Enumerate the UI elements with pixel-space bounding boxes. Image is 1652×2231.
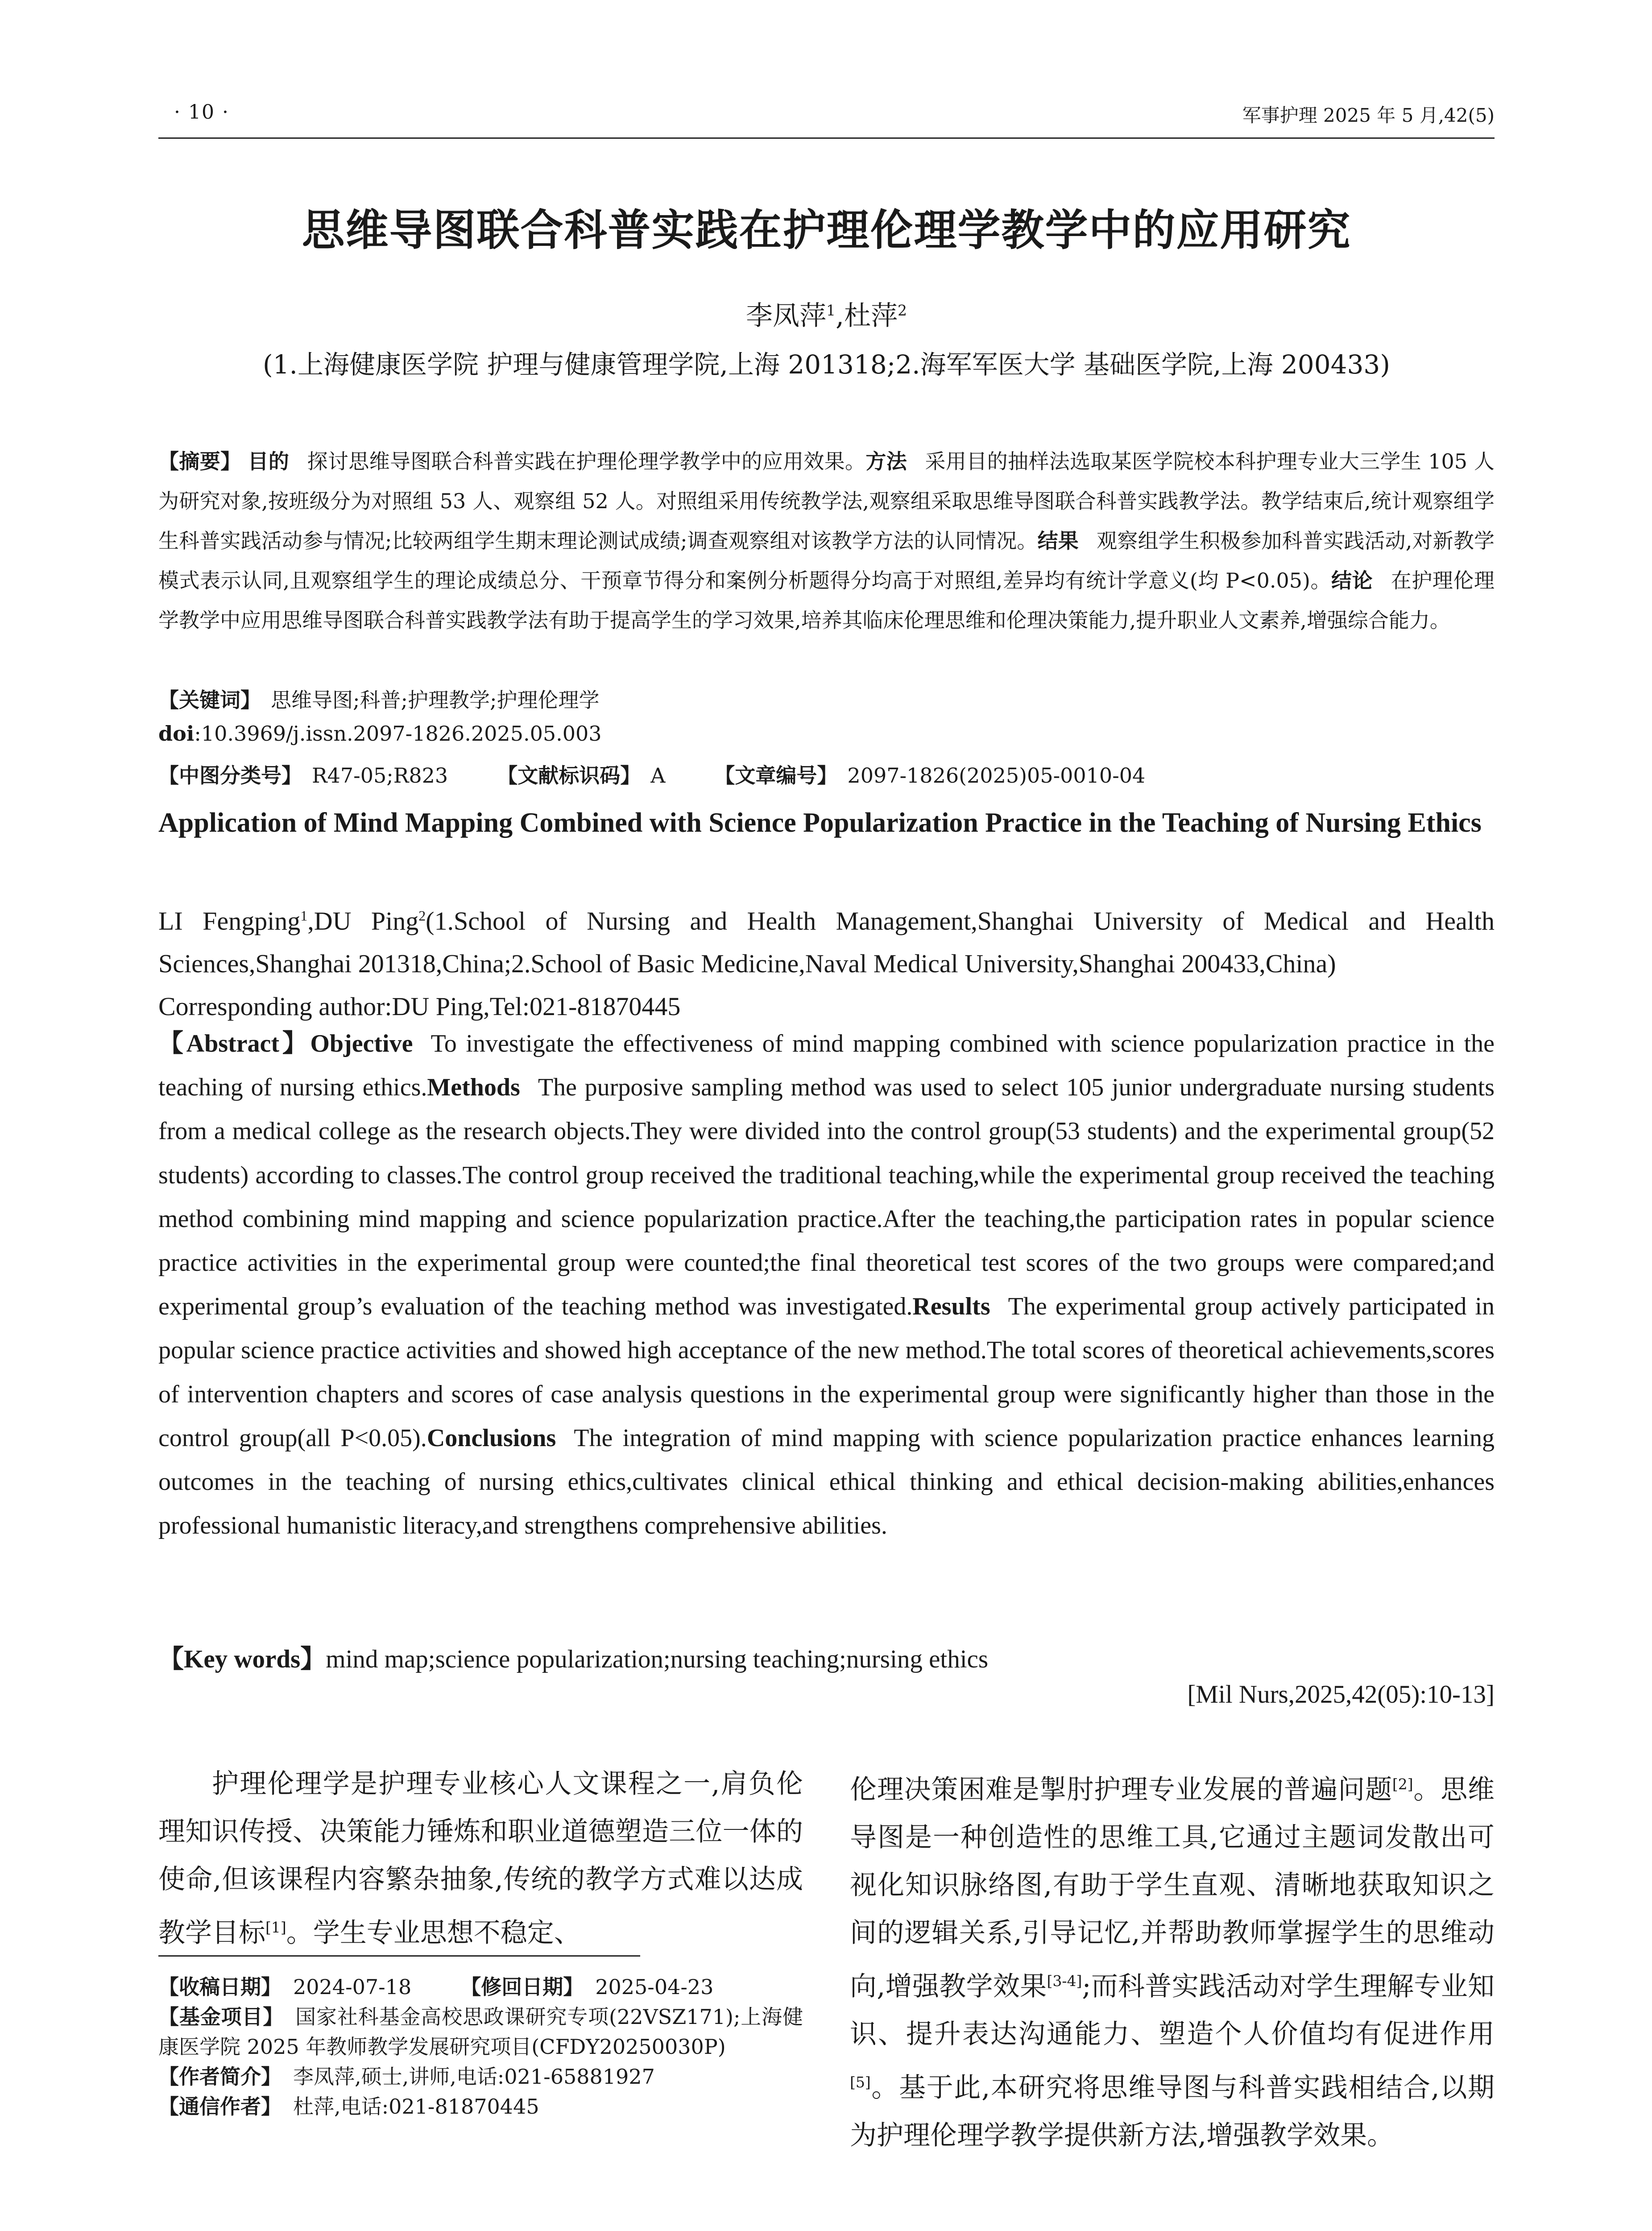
author-separator-en: , xyxy=(307,906,314,936)
revised-date: 2025-04-23 xyxy=(595,1975,714,1999)
results-label-cn: 结果 xyxy=(1037,529,1079,553)
abstract-en-label: 【Abstract】 xyxy=(158,1030,311,1057)
objective-text-cn: 探讨思维导图联合科普实践在护理伦理学教学中的应用效果。 xyxy=(307,449,866,473)
authors-cn xyxy=(158,294,1495,333)
author-2-affil-mark-en: 2 xyxy=(418,908,426,924)
author-bio-text: 李凤萍,硕士,讲师,电话:021-65881927 xyxy=(293,2065,655,2089)
intro-right-part-2: 。思维导图是一种创造性的思维工具,它通过主题词发散出可视化知识脉络图,有助于学生直观、清晰地获取知识之间的逻辑关系,引导记忆,并帮助教师掌握学生的思维动向,增强教学效果 xyxy=(850,1774,1495,2002)
objective-text-en: To investigate the effectiveness of mind mapping combined with science popularization practice in the teaching of nursing ethics. xyxy=(158,1030,1495,1102)
header-rule xyxy=(158,137,1495,139)
clc-label: 【中图分类号】 xyxy=(158,763,302,788)
intro-right-part-1: 伦理决策困难是掣肘护理专业发展的普遍问题 xyxy=(850,1774,1392,1805)
methods-text-en: The purposive sampling method was used to select 105 junior undergraduate nursing students from a medical college as the research objects.They were divided into the control group(53 students) and the experimental group(52 students) according to classes.The control group received the traditional teaching,while the experimental group received the teaching method combining mind mapping and science popularization practice.After the teaching,the participation rates in popular science practice activities in the experimental group were counted;the final theoretical test scores of the two groups were compared;and experimental group’s evaluation of the teaching method was investigated. xyxy=(158,1074,1495,1321)
conclusions-label-en: Conclusions xyxy=(426,1424,556,1452)
keywords-cn-value: 思维导图;科普;护理教学;护理伦理学 xyxy=(271,688,600,712)
intro-text-left-tail: 。学生专业思想不稳定、 xyxy=(286,1917,581,1949)
body-column-left xyxy=(158,1760,803,1957)
doi-line xyxy=(158,722,1495,746)
intro-right-part-3: ;而科普实践活动对学生理解专业知识、提升表达沟通能力、塑造个人价值均有促进作用 xyxy=(850,1971,1495,2050)
doi-label: doi xyxy=(158,722,195,746)
author-2-affil-mark: 2 xyxy=(898,302,907,319)
received-label: 【收稿日期】 xyxy=(158,1975,282,1999)
keywords-en xyxy=(158,1638,1495,1675)
reference-mark-1: [1] xyxy=(265,1919,286,1936)
author-separator: , xyxy=(835,300,845,332)
conclusions-text-en: The integration of mind mapping with science popularization practice enhances learning outcomes in the teaching of nursing ethics,cultivates clinical ethical thinking and ethical decision-making abilities,enhances professional humanistic literacy,and strengthens comprehensive abilities. xyxy=(158,1424,1495,1540)
conclusion-label-cn: 结论 xyxy=(1331,568,1373,593)
article-title-en: Application of Mind Mapping Combined with Science Popularization Practice in the Teaching of Nursing Ethics xyxy=(158,808,1482,838)
intro-paragraph-right xyxy=(850,1760,1495,2160)
affiliation-en: (1.School of Nursing and Health Management,Shanghai University of Medical and Health Sciences,Shanghai 201318,China;2.School of Basic Medicine,Naval Medical University,Shanghai 200433,China) xyxy=(158,906,1495,979)
results-text-cn: 观察组学生积极参加科普实践活动,对新教学模式表示认同,且观察组学生的理论成绩总分、干预章节得分和案例分析题得分均高于对照组,差异均有统计学意义(均 P<0.05)。 xyxy=(158,529,1495,593)
reference-mark-5: [5] xyxy=(850,2073,871,2091)
doc-code-label: 【文献标识码】 xyxy=(497,763,641,788)
results-label-en: Results xyxy=(912,1293,990,1321)
doi-value: :10.3969/j.issn.2097-1826.2025.05.003 xyxy=(194,722,602,746)
abstract-en xyxy=(158,1022,1495,1547)
footnote-dates xyxy=(158,1972,803,2002)
abstract-cn-label: 【摘要】 xyxy=(158,449,241,473)
intro-text-left: 护理伦理学是护理专业核心人文课程之一,肩负伦理知识传授、决策能力锤炼和职业道德塑造三位一体的使命,但该课程内容繁杂抽象,传统的教学方式难以达成教学目标 xyxy=(158,1768,803,1949)
footnote-author xyxy=(158,2062,803,2092)
methods-label-en: Methods xyxy=(427,1074,520,1102)
author-1-name-en: LI Fengping xyxy=(158,906,301,936)
results-text-en: The experimental group actively participated in popular science practice activities and showed high acceptance of the new method.The total scores of theoretical achievements,scores of intervention chapters and scores of case analysis questions in the experimental group were significantly higher than those in the control group(all P<0.05). xyxy=(158,1293,1495,1452)
objective-label-en: Objective xyxy=(310,1030,413,1057)
article-number-label: 【文章编号】 xyxy=(714,763,838,788)
running-header xyxy=(158,95,1495,131)
footnotes xyxy=(158,1972,803,2122)
corresponding-author-en: Corresponding author:DU Ping,Tel:021-81870445 xyxy=(158,992,681,1021)
keywords-cn xyxy=(158,684,1495,713)
author-2-name-en: DU Ping xyxy=(314,906,419,936)
footnote-corresponding xyxy=(158,2092,803,2122)
corresponding-text: 杜萍,电话:021-81870445 xyxy=(293,2094,539,2119)
fund-text: 国家社科基金高校思政课研究专项(22VSZ171);上海健康医学院 2025 年教师教学发展研究项目(CFDY20250030P) xyxy=(158,2005,803,2059)
intro-paragraph-left xyxy=(158,1760,803,1957)
keywords-en-value: mind map;science popularization;nursing teaching;nursing ethics xyxy=(326,1645,989,1673)
author-1-affil-mark-en: 1 xyxy=(300,908,308,924)
citation-line: [Mil Nurs,2025,42(05):10-13] xyxy=(1187,1680,1495,1708)
journal-info: 军事护理 2025 年 5 月,42(5) xyxy=(1242,104,1495,126)
received-date: 2024-07-18 xyxy=(293,1975,412,1999)
page-number: · 10 · xyxy=(174,101,229,124)
abstract-cn xyxy=(158,442,1495,640)
revised-label: 【修回日期】 xyxy=(460,1975,584,1999)
methods-text-cn: 采用目的抽样法选取某医学院校本科护理专业大三学生 105 人为研究对象,按班级分为对照组 53 人、观察组 52 人。对照组采用传统教学法,观察组采取思维导图联合科普实践教学法。教学结束后,统计观察组学生科普实践活动参与情况;比较两组学生期末理论测试成绩;调查观察组对该教学方法的认同情况。 xyxy=(158,449,1495,553)
authors-en xyxy=(158,895,1495,1028)
body-column-right xyxy=(850,1760,1495,2160)
methods-label-cn: 方法 xyxy=(865,449,907,473)
article-title-cn: 思维导图联合科普实践在护理伦理学教学中的应用研究 xyxy=(302,205,1351,255)
fund-label: 【基金项目】 xyxy=(158,2005,284,2029)
keywords-en-label: 【Key words】 xyxy=(158,1645,326,1673)
author-bio-label: 【作者简介】 xyxy=(158,2065,282,2089)
reference-mark-2: [2] xyxy=(1392,1775,1413,1793)
footnote-fund xyxy=(158,2002,803,2062)
objective-label-cn: 目的 xyxy=(248,449,290,473)
keywords-cn-label: 【关键词】 xyxy=(158,688,261,712)
intro-right-part-4: 。基于此,本研究将思维导图与科普实践相结合,以期为护理伦理学教学提供新方法,增强教学效果。 xyxy=(850,2072,1495,2151)
article-number-value: 2097-1826(2025)05-0010-04 xyxy=(847,763,1146,788)
reference-mark-3-4: [3-4] xyxy=(1047,1972,1082,1990)
affiliation-cn: (1.上海健康医学院 护理与健康管理学院,上海 201318;2.海军军医大学 基础医学院,上海 200433) xyxy=(263,349,1390,380)
author-1-affil-mark: 1 xyxy=(826,302,836,319)
footnote-rule xyxy=(158,1955,640,1957)
doc-code-value: A xyxy=(650,763,666,788)
classification-line xyxy=(158,759,1495,789)
conclusion-text-cn: 在护理伦理学教学中应用思维导图联合科普实践教学法有助于提高学生的学习效果,培养其临床伦理思维和伦理决策能力,提升职业人文素养,增强综合能力。 xyxy=(158,568,1495,632)
author-1-name: 李凤萍 xyxy=(745,300,826,332)
author-2-name: 杜萍 xyxy=(844,300,898,332)
corresponding-label: 【通信作者】 xyxy=(158,2094,282,2119)
clc-value: R47-05;R823 xyxy=(312,763,448,788)
